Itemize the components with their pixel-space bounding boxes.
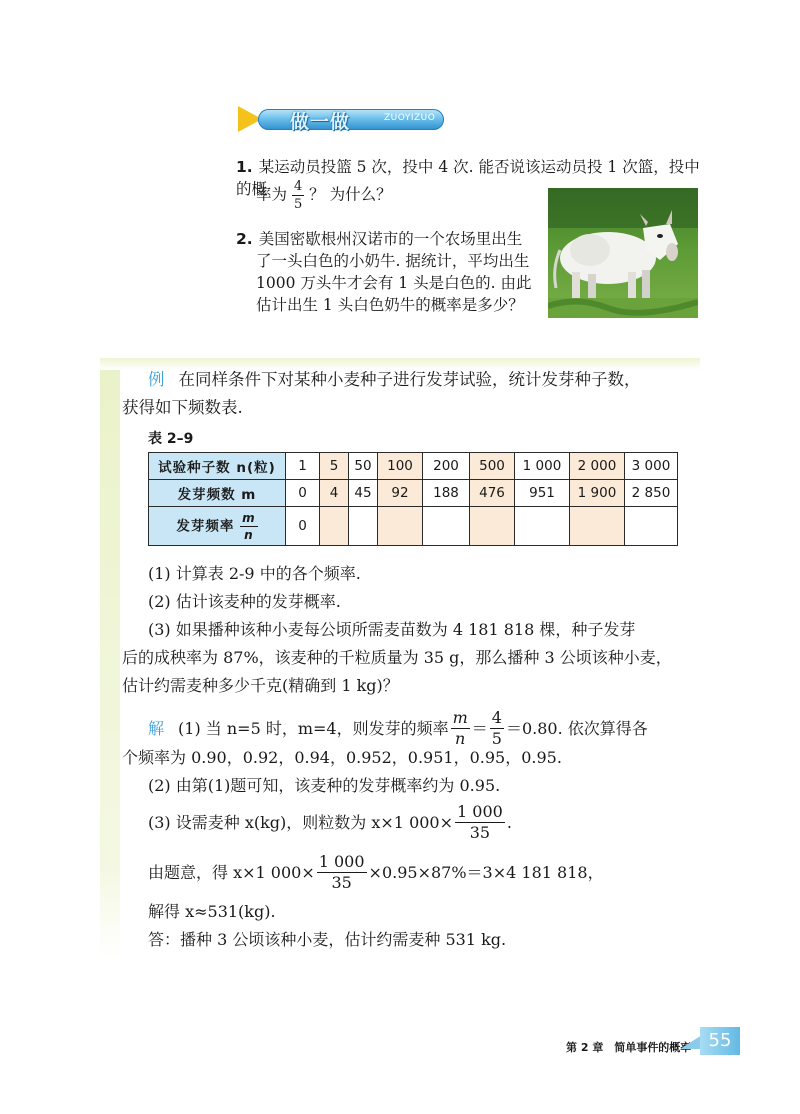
fraction-1000-35: $\frac{1 000}{35}$ — [457, 802, 503, 842]
example-intro: 例 在同样条件下对某种小麦种子进行发芽试验，统计发芽种子数， — [148, 370, 641, 389]
solution-equation: 由题意，得 x×1 000× $\frac{1 000}{35}$ ×0.95×87%＝3×4 181 818， — [148, 852, 604, 892]
example-label: 例 — [148, 370, 165, 389]
question-1-line2: 率为 $\frac{4}{5}$ ？ 为什么？ — [256, 179, 392, 212]
page-wing-icon — [680, 1035, 702, 1049]
solution-step-1: 解 (1) 当 n=5 时，m=4，则发芽的频率 $\frac{m}{n}$ ＝ $\frac{4}{5}$ ＝0.80. 依次算得各 — [148, 708, 648, 748]
activity-banner — [238, 104, 448, 134]
table-caption: 表 2–9 — [148, 431, 194, 447]
solution-result: 解得 x≈531(kg). — [148, 902, 276, 921]
table-row: 试验种子数 n(粒) 1 5 50 100 200 500 1 000 2 000 3 000 — [149, 453, 678, 480]
fraction-m-n: $\frac{m}{n}$ — [242, 510, 256, 542]
chapter-footer: 第 2 章 简单事件的概率 — [566, 1041, 692, 1054]
banner-pinyin: ZUOYIZUO — [384, 113, 436, 123]
task-3-line3: 估计约需麦种多少千克(精确到 1 kg)？ — [122, 676, 399, 695]
example-intro-line2: 获得如下频数表. — [122, 398, 243, 417]
solution-answer: 答：播种 3 公顷该种小麦，估计约需麦种 531 kg. — [148, 930, 507, 949]
task-3-line2: 后的成秧率为 87%，该麦种的千粒质量为 35 g，那么播种 3 公顷该种小麦， — [122, 648, 672, 667]
fraction-4-5-solution: $\frac{4}{5}$ — [491, 708, 502, 748]
solution-step-1-line2: 个频率为 0.90，0.92，0.94，0.952，0.951，0.95，0.95. — [122, 748, 562, 767]
banner-title: 做一做 — [290, 111, 351, 133]
example-side-band — [100, 358, 120, 958]
row1-header: 试验种子数 n(粒) — [149, 453, 286, 480]
fraction-1000-35-eq: $\frac{1 000}{35}$ — [318, 852, 365, 892]
task-3: (3) 如果播种该种小麦每公顷所需麦苗数为 4 181 818 棵，种子发芽 — [148, 620, 636, 639]
fraction-4-5: $\frac{4}{5}$ — [293, 179, 303, 212]
table-row: 发芽频率 $\frac{m}{n}$ 0 — [149, 507, 678, 546]
solution-step-2: (2) 由第(1)题可知，该麦种的发芽概率约为 0.95. — [148, 776, 501, 795]
cow-photo — [548, 188, 698, 318]
task-1: (1) 计算表 2-9 中的各个频率. — [148, 564, 361, 583]
question-1-number: 1. — [236, 158, 253, 176]
fraction-m-n-solution: $\frac{m}{n}$ — [452, 708, 468, 748]
solution-step-3: (3) 设需麦种 x(kg)，则粒数为 x×1 000× $\frac{1 000}{35}$ . — [148, 802, 512, 842]
solution-label: 解 — [148, 718, 165, 738]
row3-header: 发芽频率 $\frac{m}{n}$ — [149, 507, 286, 546]
task-2: (2) 估计该麦种的发芽概率. — [148, 592, 341, 611]
question-2: 2. 美国密歇根州汉诺市的一个农场里出生 了一头白色的小奶牛. 据统计，平均出生 1000 万头牛才会有 1 头是白色的. 由此 估计出生 1 头白色奶牛的概率是多少？ — [236, 230, 532, 314]
question-1-text: 某运动员投篮 5 次，投中 4 次. 能否说该运动员投 1 次篮，投中的概 — [236, 158, 700, 198]
row2-header: 发芽频数 m — [149, 480, 286, 507]
page-number: 55 — [700, 1027, 740, 1055]
question-2-number: 2. — [236, 230, 253, 248]
frequency-table — [148, 452, 678, 546]
table-row: 发芽频数 m 0 4 45 92 188 476 951 1 900 2 850 — [149, 480, 678, 507]
